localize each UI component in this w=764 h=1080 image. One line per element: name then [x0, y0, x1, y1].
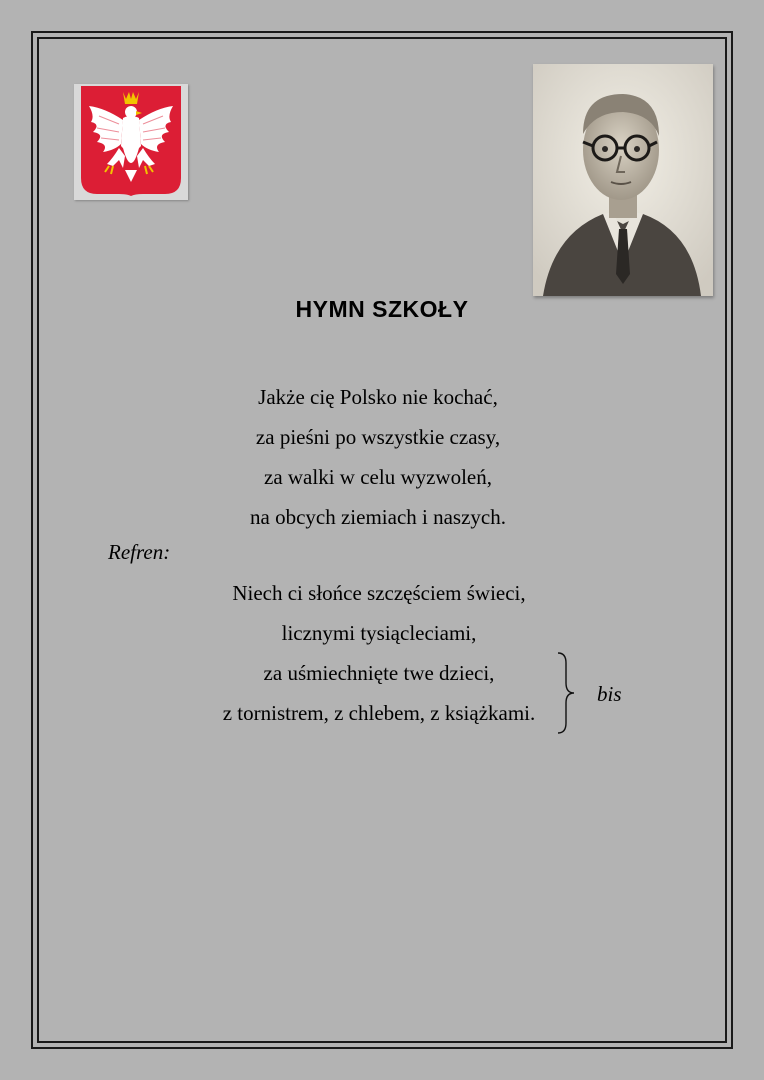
- hymn-refrain: [0, 573, 761, 733]
- refrain-line: z tornistrem, z chlebem, z książkami.: [222, 701, 536, 725]
- right-brace-icon: [554, 651, 578, 735]
- repeat-mark: bis: [597, 682, 622, 706]
- refrain-label: Refren:: [108, 540, 171, 564]
- refrain-line: Niech ci słońce szczęściem świeci,: [232, 581, 526, 605]
- stanza-line: za pieśni po wszystkie czasy,: [255, 425, 501, 449]
- polish-eagle-icon: [79, 86, 183, 196]
- hymn-stanza: [0, 377, 760, 537]
- page-title: HYMN SZKOŁY: [295, 296, 469, 322]
- refrain-line: licznymi tysiącleciami,: [281, 621, 477, 645]
- stanza-line: za walki w celu wyzwoleń,: [264, 465, 492, 489]
- stanza-line: Jakże cię Polsko nie kochać,: [258, 385, 498, 409]
- stanza-line: na obcych ziemiach i naszych.: [250, 505, 506, 529]
- emblem-frame: [74, 84, 188, 200]
- refrain-line: za uśmiechnięte twe dzieci,: [263, 661, 495, 685]
- patron-portrait-photo: [533, 64, 713, 296]
- man-portrait-icon: [533, 64, 713, 296]
